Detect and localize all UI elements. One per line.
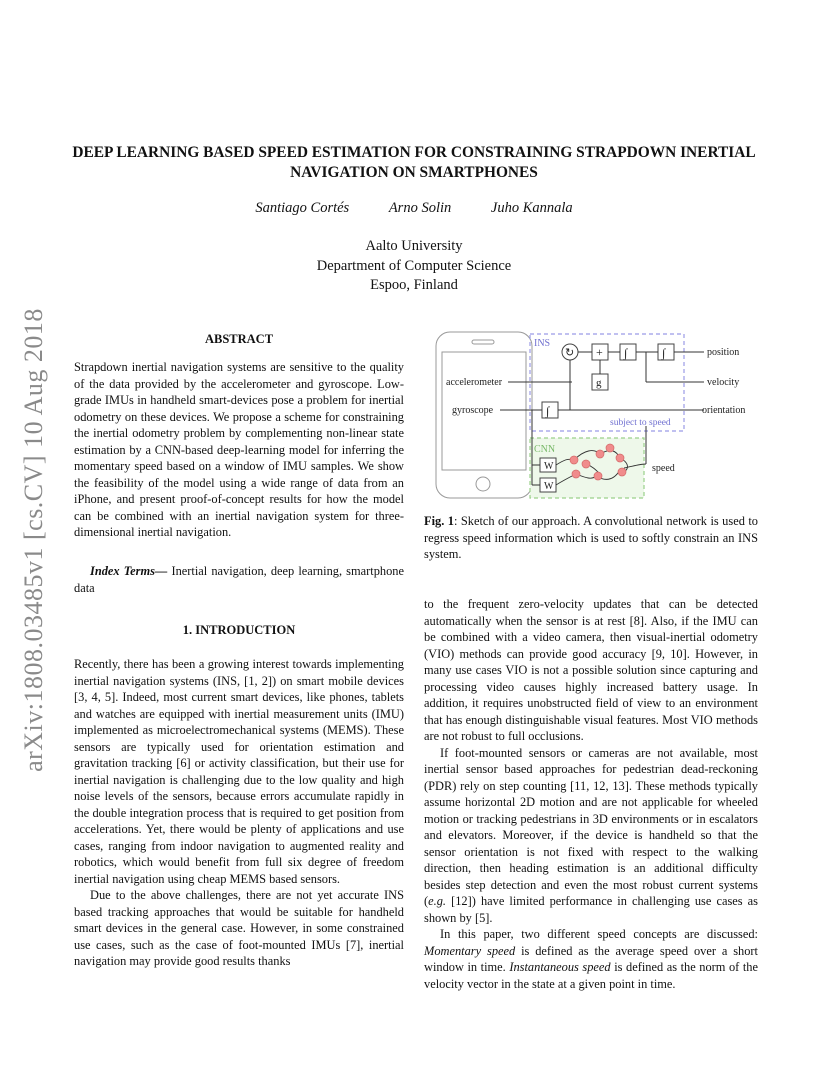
- affiliation: [60, 237, 768, 296]
- phone-speaker: [472, 340, 494, 344]
- subject-to-speed-label: subject to speed: [610, 418, 671, 428]
- body-paragraph: If foot-mounted sensors or cameras are not available, most inertial sensor based approaches for pedestrian dead-reckoning (PDR) rely on step counting [11, 12, 13]. These methods typically assume horizontal 2D motion and are not applicable for wheeled motion or tracking pedestrians in 3D environments or in escalators and elevators. Moreover, if the device is handheld so that the sensor orientation is not fixed with respect to the walking direction, then heading estimation is an additional difficulty besides step detection and even the most robust current systems (e.g. [12]) have limited performance in challenging use cases as shown by [5].: [424, 745, 758, 925]
- cnn-label: CNN: [534, 444, 556, 455]
- affiliation-university: Aalto University: [365, 238, 463, 254]
- body-paragraph: to the frequent zero-velocity updates that can be detected automatically when the sensor is at rest [8]. Also, if the IMU can be combined with a video camera, then visual-inertial odometry (VIO) methods can provide good accuracy [9, 10]. However, in many use cases VIO is not a possible solution since capturing and processing video causes highly increased battery usage. In addition, it requires unobstructed field of view to an environment that has enough distinguishable visual features. Most VIO methods are not robust to full occlusions.: [424, 597, 758, 743]
- w-symbol: W: [544, 481, 554, 492]
- caption-label: Fig. 1: [424, 514, 454, 528]
- abstract-text: Strapdown inertial navigation systems are sensitive to the quality of the data provided by the accelerometer and gyroscope. Low-grade IMUs in handheld smart-devices pose a problem for inertial odometry on these devices. We propose a scheme for constraining the inertial odometry problem by complementing non-linear state estimation by a CNN-based deep-learning model for inferring the momentary speed based on a window of IMU samples. We show the feasibility of the model using a wide range of data from an iPhone, and present proof-of-concept results for how the model can be combined with an inertial navigation system for three-dimensional inertial navigation.: [74, 360, 404, 539]
- rotation-symbol: ↻: [565, 347, 575, 359]
- position-label: position: [707, 347, 740, 358]
- intro-body: [74, 656, 404, 970]
- index-terms: [74, 563, 404, 596]
- phone-home-button: [476, 477, 490, 491]
- integral-symbol: ∫: [662, 346, 666, 360]
- affiliation-location: Espoo, Finland: [370, 277, 458, 293]
- figure-caption: [424, 513, 758, 563]
- index-terms-text: Inertial navigation, deep learning, smartphone data: [74, 564, 404, 595]
- gyroscope-label: gyroscope: [452, 405, 494, 416]
- author: Juho Kannala: [490, 200, 573, 216]
- w-symbol: W: [544, 461, 554, 472]
- author: Santiago Cortés: [255, 200, 350, 216]
- body-paragraph: In this paper, two different speed concepts are discussed: Momentary speed is defined as the average speed over a short window in time. Instantaneous speed is defined as the norm of the velocity vector in the state at a given point in time.: [424, 927, 759, 991]
- arxiv-identifier: arXiv:1808.03485v1 [cs.CV] 10 Aug 2018: [19, 308, 48, 772]
- affiliation-department: Department of Computer Science: [316, 257, 512, 274]
- figure-1: [424, 330, 762, 508]
- gravity-symbol: g: [596, 377, 602, 389]
- intro-paragraph: Recently, there has been a growing interest towards implementing inertial navigation systems (INS, [1, 2]) on smart mobile devices [3, 4, 5]. Indeed, most current smart devices, like phones, tablets and watches are equipped with inertial measurement units (IMU) implemented as microelectromechanical systems (MEMS). These sensors are typically used for orientation estimation and gravitation tracking [6] or activity classification, but their use for inertial navigation is challenging due to the low quality and high noise levels of the sensors, because errors accumulate rapidly in the double integration process that is required to get position from accelerations. Yet, there would be plenty of applications and use cases, ranging from indoor navigation to augmented reality and robotics, which would benefit from full six degree of freedom inertial navigation using cheap MEMS based sensors.: [74, 657, 404, 886]
- integral-symbol: ∫: [624, 346, 628, 360]
- author-list: [60, 200, 768, 217]
- accelerometer-label: accelerometer: [446, 377, 503, 388]
- author: Arno Solin: [388, 200, 452, 216]
- ins-label: INS: [534, 338, 551, 349]
- intro-heading: 1. INTRODUCTION: [182, 623, 296, 637]
- integral-block-2: [658, 344, 674, 360]
- approach-diagram: [424, 330, 762, 508]
- velocity-label: velocity: [707, 377, 740, 388]
- plus-symbol: +: [596, 345, 603, 359]
- right-column-body: [424, 596, 758, 992]
- intro-paragraph: Due to the above challenges, there are not yet accurate INS based tracking approaches that would be suitable for handheld smart devices in the general case. However, in some constrained use cases, such as the case of foot-mounted IMUs [7], inertial navigation may provide good results thanks: [74, 888, 404, 968]
- integral-block-1: [620, 344, 636, 360]
- abstract-body: [74, 359, 404, 541]
- integral-symbol: ∫: [546, 404, 550, 418]
- paper-title: DEEP LEARNING BASED SPEED ESTIMATION FOR CONSTRAINING STRAPDOWN INERTIAL NAVIGATION ON SMARTPHONES: [72, 144, 756, 181]
- caption-text: : Sketch of our approach. A convolutional network is used to regress speed information which is used to softly constrain an INS system.: [424, 514, 758, 561]
- speed-label: speed: [652, 463, 675, 474]
- index-terms-label: Index Terms—: [90, 564, 168, 578]
- integral-block-gyro: [542, 402, 558, 418]
- abstract-heading: ABSTRACT: [204, 332, 274, 346]
- orientation-label: orientation: [702, 405, 746, 416]
